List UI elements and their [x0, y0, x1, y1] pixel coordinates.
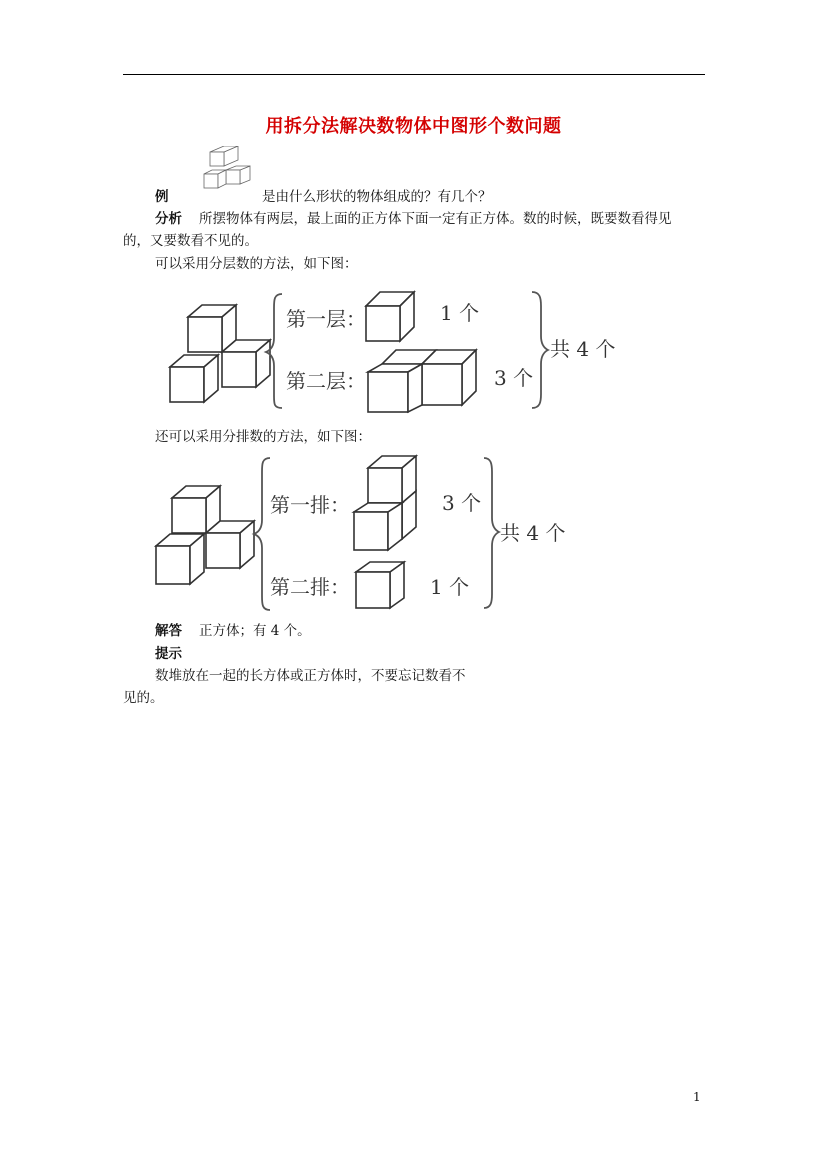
page-title: 用拆分法解决数物体中图形个数问题: [265, 116, 562, 137]
tip-label: 提示: [155, 646, 182, 662]
example-label: 例: [155, 189, 169, 205]
tip-text-line1: 数堆放在一起的长方体或正方体时，不要忘记数看不: [155, 668, 466, 684]
method-layers-text: 可以采用分层数的方法，如下图：: [155, 256, 358, 272]
row1-label: 第一排：: [270, 493, 350, 517]
analysis-text-line1: 所摆物体有两层，最上面的正方体下面一定有正方体。数的时候，既要数看得见: [199, 211, 672, 227]
layer2-label: 第二层：: [286, 369, 366, 393]
row2-count: 1 个: [430, 575, 470, 599]
tip-text-line2: 见的。: [123, 690, 164, 706]
layer-count-figure: [160, 280, 630, 415]
page-number: 1: [693, 1090, 701, 1104]
layer1-count: 1 个: [440, 301, 480, 325]
example-cube-figure: [200, 146, 262, 202]
row1-count: 3 个: [442, 491, 482, 515]
answer-text: 正方体；有 4 个。: [199, 623, 311, 639]
answer-label: 解答: [155, 623, 182, 639]
header-rule: [123, 74, 705, 75]
row2-label: 第二排：: [270, 575, 350, 599]
row-total: 共 4 个: [500, 521, 566, 545]
analysis-text-line2: 的，又要数看不见的。: [123, 233, 258, 249]
row-count-figure: [150, 450, 580, 615]
example-question: 是由什么形状的物体组成的？有几个？: [262, 189, 492, 205]
analysis-label: 分析: [155, 211, 182, 227]
layer-total: 共 4 个: [550, 337, 616, 361]
layer2-count: 3 个: [494, 366, 534, 390]
layer1-label: 第一层：: [286, 307, 366, 331]
method-rows-text: 还可以采用分排数的方法，如下图：: [155, 429, 371, 445]
